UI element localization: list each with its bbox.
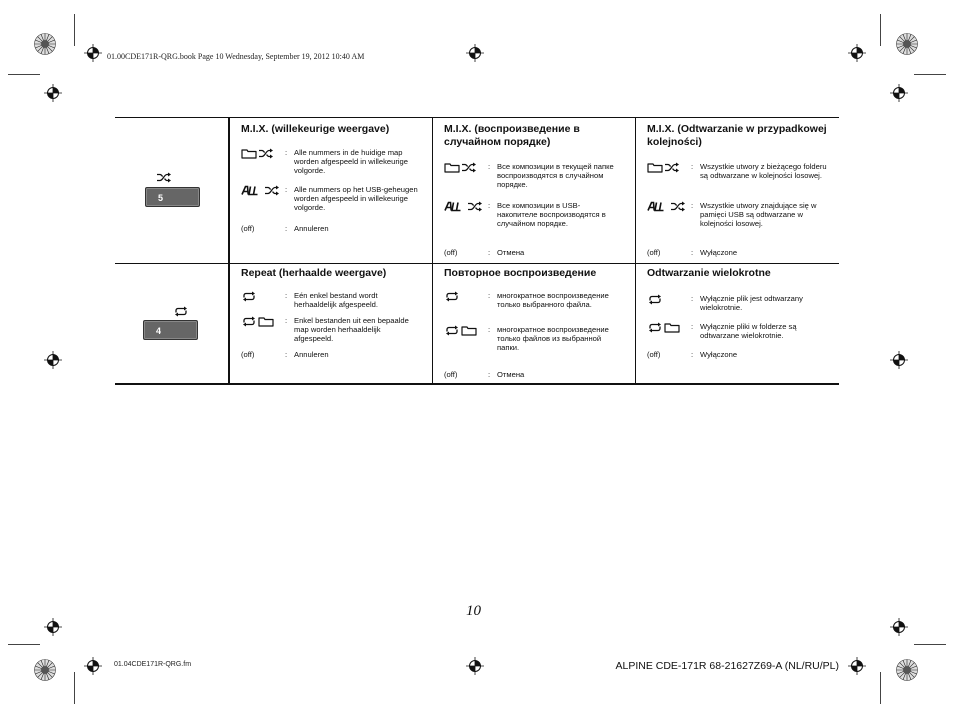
off-label: (off) [241,350,255,359]
column-title: Repeat (herhaalde weergave) [241,267,387,279]
all-shuffle-icon [647,201,687,212]
registration-mark-icon [848,44,866,62]
table-bottom-rule [115,383,839,385]
repeat-ru-column [444,267,630,280]
registration-mark-icon [44,84,62,102]
table-row-divider [115,263,839,264]
color-star-mark-icon [896,33,918,55]
off-label: (off) [647,350,661,359]
description-text: Eén enkel bestand wordt herhaaldelijk afgespeeld. [294,291,379,309]
description-text: Enkel bestanden uit een bepaalde map worden herhaaldelijk afgespeeld. [294,316,409,343]
registration-mark-icon [44,351,62,369]
shuffle-icon [156,172,172,183]
preset-button-5: 5 [145,187,200,207]
color-star-mark-icon [34,659,56,681]
description-text: Alle nummers in de huidige map worden afgespeeld in willekeurige volgorde. [294,148,408,175]
description-text: Все композиции в текущей папке воспроизводятся в случайном порядке. [497,162,614,189]
registration-mark-icon [84,657,102,675]
registration-mark-icon [466,44,484,62]
off-label: (off) [444,370,458,379]
book-info-header: 01.00CDE171R-QRG.book Page 10 Wednesday, September 19, 2012 10:40 AM [107,52,365,61]
repeat-ru-off-row: (off) : Отмена [444,370,631,379]
registration-mark-icon [466,657,484,675]
column-title: Повторное воспроизведение [444,267,597,279]
page-number: 10 [466,603,481,619]
description-text: Wyłączone [700,350,738,359]
mix-nl-column [241,123,427,136]
description-text: многократное воспроизведение только файлов из выбранной папки. [497,325,609,352]
footer-file-name: 01.04CDE171R-QRG.fm [114,661,192,668]
registration-mark-icon [848,657,866,675]
description-text: многократное воспроизведение только выбранного файла. [497,291,609,309]
repeat-nl-file-row: : Eén enkel bestand wordt herhaaldelijk afgespeeld. [241,291,416,309]
mix-ru-all-row: : Все композиции в USB-накопителе воспроизводятся в случайном порядке. [444,201,607,228]
column-title: Odtwarzanie wielokrotne [647,267,771,279]
off-label: (off) [241,224,255,233]
mix-ru-column [444,123,630,149]
footer-model-info: ALPINE CDE-171R 68-21627Z69-A (NL/RU/PL) [615,660,839,672]
repeat-ru-folder-row: : многократное воспроизведение только файлов из выбранной папки. [444,325,625,352]
repeat-icon [173,306,189,317]
registration-mark-icon [84,44,102,62]
all-shuffle-icon [241,185,281,196]
description-text: Wyłącznie plik jest odtwarzany wielokrotnie. [700,294,803,312]
description-text: Отмена [497,370,525,379]
repeat-icon [444,291,460,302]
repeat-pl-off-row: (off) : Wyłączone [647,350,834,359]
table-column-divider [228,117,230,385]
mix-nl-off-row: (off) : Annuleren [241,224,428,233]
description-text: Wszystkie utwory z bieżącego folderu są odtwarzane w kolejności losowej. [700,162,827,180]
repeat-nl-column [241,267,427,280]
description-text: Wszystkie utwory znajdujące się w pamięci USB są odtwarzane w kolejności losowej. [700,201,817,228]
table-column-divider [635,117,636,385]
mix-pl-off-row: (off) : Wyłączone [647,248,834,257]
table-column-divider [432,117,433,385]
registration-mark-icon [44,618,62,636]
repeat-folder-icon [241,316,275,327]
repeat-folder-icon [647,322,681,333]
mix-nl-folder-row: : Alle nummers in de huidige map worden afgespeeld in willekeurige volgorde. [241,148,416,175]
description-text: Alle nummers op het USB-geheugen worden afgespeeld in willekeurige volgorde. [294,185,418,212]
repeat-nl-off-row: (off) : Annuleren [241,350,428,359]
repeat-folder-icon [444,325,478,336]
registration-mark-icon [890,351,908,369]
registration-mark-icon [890,618,908,636]
repeat-nl-folder-row: : Enkel bestanden uit een bepaalde map worden herhaaldelijk afgespeeld. [241,316,416,343]
repeat-pl-file-row: : Wyłącznie plik jest odtwarzany wielokrotnie. [647,294,820,312]
description-text: Wyłączone [700,248,738,257]
folder-shuffle-icon [241,148,275,159]
repeat-pl-folder-row: : Wyłącznie pliki w folderze są odtwarzane wielokrotnie. [647,322,832,340]
repeat-icon [241,291,257,302]
all-shuffle-icon [444,201,484,212]
preset-button-4: 4 [143,320,198,340]
mix-pl-column [647,123,833,149]
mix-pl-folder-row: : Wszystkie utwory z bieżącego folderu są odtwarzane w kolejności losowej. [647,162,830,180]
folder-shuffle-icon [444,162,478,173]
registration-mark-icon [890,84,908,102]
table-top-rule [115,117,839,118]
mix-ru-folder-row: : Все композиции в текущей папке воспроизводятся в случайном порядке. [444,162,625,189]
description-text: Annuleren [294,350,329,359]
color-star-mark-icon [896,659,918,681]
repeat-pl-column [647,267,833,280]
off-label: (off) [647,248,661,257]
description-text: Wyłącznie pliki w folderze są odtwarzane wielokrotnie. [700,322,797,340]
repeat-ru-file-row: : многократное воспроизведение только выбранного файла. [444,291,625,309]
column-title: M.I.X. (willekeurige weergave) [241,123,390,135]
mix-pl-all-row: : Wszystkie utwory znajdujące się w pamięci USB są odtwarzane w kolejności losowej. [647,201,828,228]
color-star-mark-icon [34,33,56,55]
folder-shuffle-icon [647,162,681,173]
mix-ru-off-row: (off) : Отмена [444,248,631,257]
column-title: M.I.X. (воспроизведение в случайном порядке) [444,123,580,148]
mix-nl-all-row: : Alle nummers op het USB-geheugen worden afgespeeld in willekeurige volgorde. [241,185,420,212]
repeat-icon [647,294,663,305]
description-text: Все композиции в USB-накопителе воспроизводятся в случайном порядке. [497,201,606,228]
description-text: Отмена [497,248,525,257]
description-text: Annuleren [294,224,329,233]
column-title: M.I.X. (Odtwarzanie w przypadkowej kolejności) [647,123,827,148]
off-label: (off) [444,248,458,257]
